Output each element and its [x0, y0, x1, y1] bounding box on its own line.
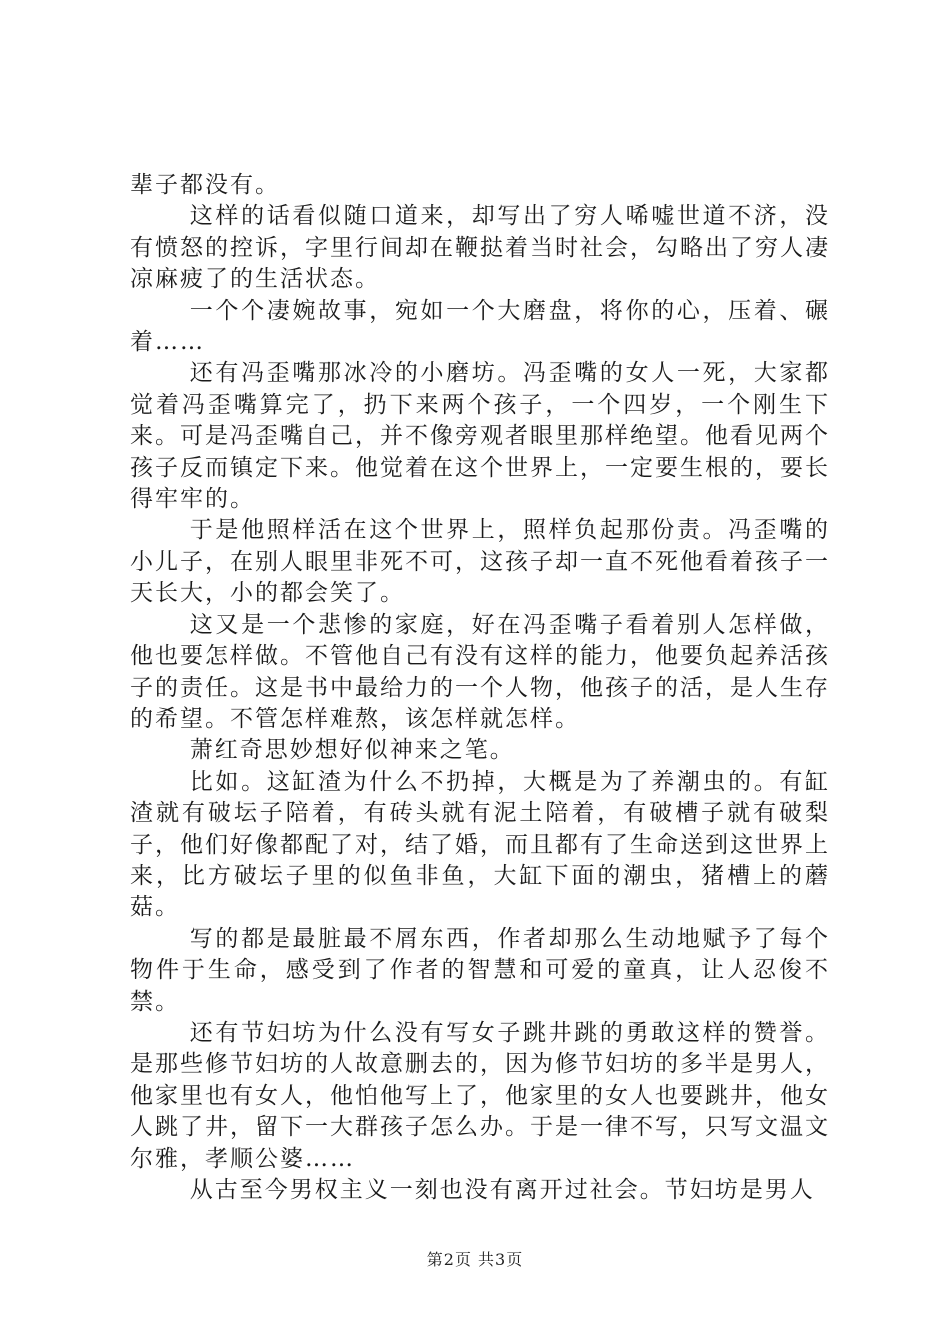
paragraph: 还有冯歪嘴那冰冷的小磨坊。冯歪嘴的女人一死，大家都觉着冯歪嘴算完了，扔下来两个孩子，一个四岁，一个刚生下来。可是冯歪嘴自己，并不像旁观者眼里那样绝望。他看见两个孩子反而镇定下来。他觉着在这个世界上，一定要生根的，要长得牢牢的。	[130, 360, 830, 513]
paragraph: 比如。这缸渣为什么不扔掉，大概是为了养潮虫的。有缸渣就有破坛子陪着，有砖头就有泥土陪着，有破槽子就有破梨子，他们好像都配了对，结了婚，而且都有了生命送到这世界上来，比方破坛子里的似鱼非鱼，大缸下面的潮虫，猪槽上的蘑菇。	[130, 768, 830, 921]
paragraph: 这样的话看似随口道来，却写出了穷人唏嘘世道不济，没有愤怒的控诉，字里行间却在鞭挞着当时社会，勾略出了穷人凄凉麻疲了的生活状态。	[130, 203, 830, 293]
paragraph: 萧红奇思妙想好似神来之笔。	[189, 737, 515, 764]
paragraph: 于是他照样活在这个世界上，照样负起那份责。冯歪嘴的小儿子，在别人眼里非死不可，这孩子却一直不死他看着孩子一天长大，小的都会笑了。	[130, 517, 830, 607]
page-number-footer: 第2页 共3页	[426, 1250, 524, 1269]
paragraph: 这又是一个悲惨的家庭，好在冯歪嘴子看着别人怎样做，他也要怎样做。不管他自己有没有这样的能力，他要负起养活孩子的责任。这是书中最给力的一个人物，他孩子的活，是人生存的希望。不管怎样难熬，该怎样就怎样。	[130, 611, 830, 732]
document-body	[130, 170, 830, 1206]
paragraph: 还有节妇坊为什么没有写女子跳井跳的勇敢这样的赞誉。是那些修节妇坊的人故意删去的，因为修节妇坊的多半是男人，他家里也有女人，他怕他写上了，他家里的女人也要跳井，他女人跳了井，留下一大群孩子怎么办。于是一律不写，只写文温文尔雅，孝顺公婆……	[130, 1019, 830, 1172]
paragraph: 一个个凄婉故事，宛如一个大磨盘，将你的心，压着、碾着……	[130, 297, 830, 356]
paragraph-continuation: 辈子都没有。	[130, 172, 280, 198]
paragraph: 从古至今男权主义一刻也没有离开过社会。节妇坊是男人	[189, 1177, 815, 1203]
paragraph: 写的都是最脏最不屑东西，作者却那么生动地赋予了每个物件于生命，感受到了作者的智慧和可爱的童真，让人忍俊不禁。	[130, 925, 830, 1015]
